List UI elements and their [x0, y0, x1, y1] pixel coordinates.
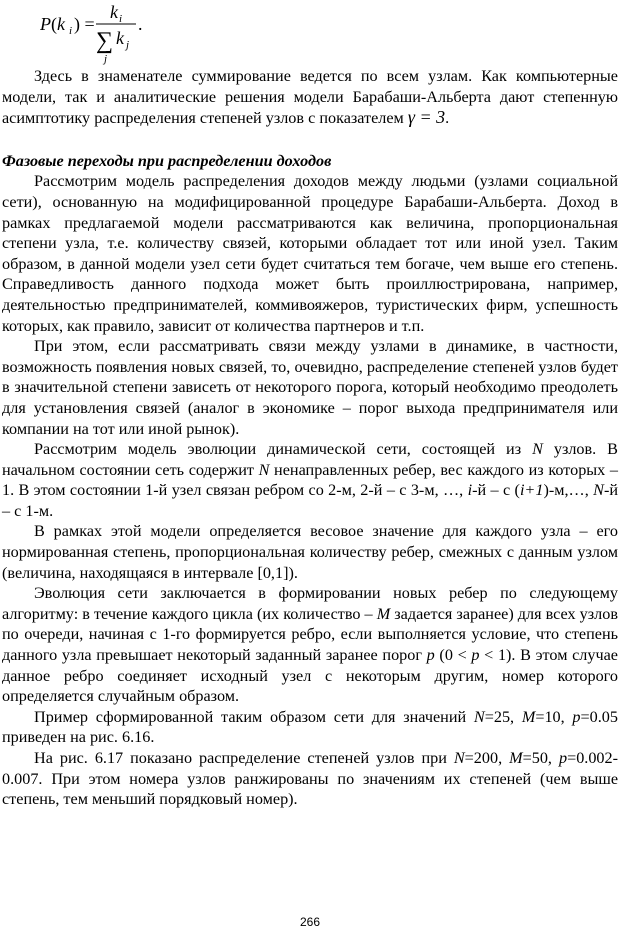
- paragraph-6: Эволюция сети заключается в формировании новых ребер по следующему алгоритму: в течение каждого цикла (их количество – M задается заранее) для всех узлов по очереди, начиная с 1-го формируется ребро, если выполняется условие, что степень данного узла превышает некоторый заданный заранее порог p (0 < p < 1). В этом случае данное ребро соединяет исходный узел с некоторым другим, номер которого определяется случайным образом.: [2, 584, 618, 706]
- formula-denominator: k: [116, 28, 124, 48]
- paragraph-8: На рис. 6.17 показано распределение степеней узлов при N=200, M=50, p=0.002-0.007. При этом номера узлов ранжированы по значениям их степеней (чем выше степень, тем меньший порядковый номер).: [2, 749, 619, 809]
- formula-numerator-sub: i: [119, 13, 123, 25]
- formula-lhs-sub: i: [69, 25, 73, 37]
- sum-index: j: [104, 53, 108, 65]
- paragraph-5: В рамках этой модели определяется весовое значение для каждого узла – его нормированная степень, пропорциональная количеству ребер, смежных с данным узлом (величина, находящаяся в интервале [0,1]).: [2, 522, 618, 582]
- paragraph-2: Рассмотрим модель распределения доходов между людьми (узлами социальной сети), основанную на модифицированной процедуре Барабаши-Альберта. Доход в рамках предлагаемой модели рассматриваются как величина, пропорциональная степени узла, т.е. количеству связей, которыми обладает тот или иной узел. Таким образом, в данной модели узел сети будет считаться тем богаче, чем выше его степень. Справедливость данного подхода может быть проиллюстрирована, например, деятельностью предпринимателей, коммивояжеров, туристических фирм, успешность которых, как правило, зависит от количества партнеров и т.п.: [2, 172, 618, 335]
- formula-numerator: k: [110, 2, 118, 22]
- probability-formula: [40, 2, 160, 68]
- paragraph-7: Пример сформированной таким образом сети для значений N=25, M=10, p=0.05 приведен на рис. 6.16.: [2, 707, 618, 747]
- formula-end: .: [138, 14, 143, 34]
- formula-lhs: P(k: [40, 14, 65, 34]
- paragraph-3: При этом, если рассматривать связи между узлами в динамике, в частности, возможность появления новых связей, то, очевидно, распределение степеней узлов будет в значительной степени зависеть от некоторого порога, который необходимо преодолеть для установления связей (аналог в экономике – порог выхода предпринимателя или компании на тот или иной рынок).: [2, 337, 618, 438]
- section-heading: Фазовые переходы при распределении доходов: [2, 151, 332, 170]
- formula-denominator-sub: j: [126, 39, 130, 51]
- paragraph-1: Здесь в знаменателе суммирование ведется по всем узлам. Как компьютерные модели, так и аналитические решения модели Барабаши-Альберта дают степенную асимптотику распределения степеней узлов с показателем γ = 3.: [2, 67, 618, 128]
- gamma-value: γ = 3: [407, 107, 446, 128]
- sum-symbol: ∑: [96, 28, 114, 54]
- formula-lhs-close: ) =: [74, 14, 95, 34]
- paragraph-4: Рассмотрим модель эволюции динамической сети, состоящей из N узлов. В начальном состоянии сеть содержит N ненаправленных ребер, вес каждого из которых – 1. В этом состоянии 1-й узел связан ребром со 2-м, 2-й – с 3-м, …, i-й – с (i+1)-м,…, N-й – с 1-м.: [2, 440, 619, 520]
- body-text: [2, 66, 618, 810]
- page-number: 266: [299, 915, 321, 929]
